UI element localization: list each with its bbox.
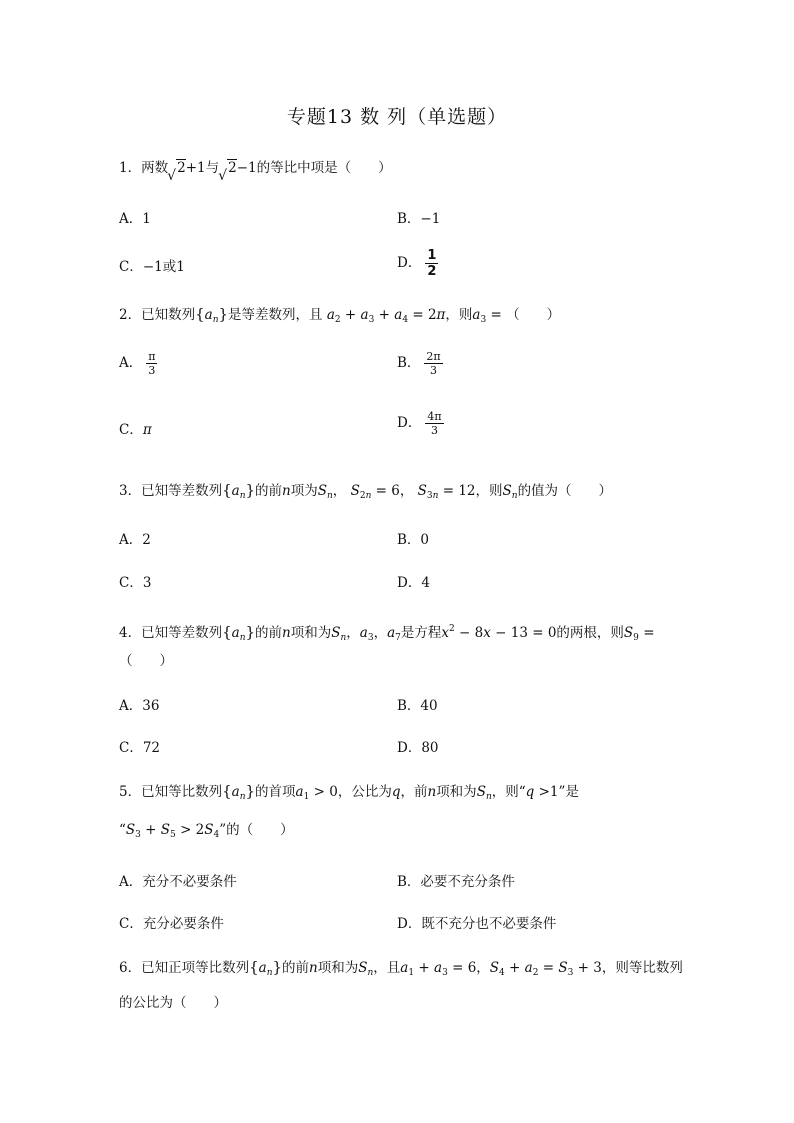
question-text: ，	[476, 960, 490, 976]
question-text: ，	[346, 625, 360, 641]
question-text: 与	[205, 160, 220, 176]
question-text: 是等差数列，且	[228, 307, 323, 323]
question-number: 5．	[119, 784, 142, 800]
question-text: 已知等差数列	[141, 483, 223, 499]
sqrt-expr: √ 2	[227, 159, 237, 176]
question-4: 4．已知等差数列$\{a_n\}$的前n项和为$S_n$，$a_3$，$a_7$是方程$x^2 - 8x - 13 = 0$的两根，则$S_9$ =	[119, 623, 655, 643]
numerator: 2π	[426, 350, 441, 363]
question-text: 已知等比数列	[141, 784, 223, 800]
question-text: 项和为	[317, 960, 359, 976]
denominator: 3	[148, 364, 156, 377]
option-b	[397, 350, 443, 377]
option-b: B．必要不充分条件	[397, 874, 515, 890]
question-4-line-2: （ ）	[119, 653, 173, 669]
option-c: C．充分必要条件	[119, 916, 224, 932]
numerator: 1	[427, 248, 437, 263]
question-text: 项和为	[436, 784, 477, 800]
option-d: D．4	[397, 575, 430, 591]
equation: = 6	[371, 483, 400, 499]
numerator: 4π	[427, 410, 442, 423]
question-text: 的两根，则	[556, 625, 624, 641]
question-number: 3．	[119, 483, 142, 499]
question-text: ，则“	[491, 784, 526, 800]
option-label: D．	[397, 415, 422, 431]
question-text: ，前	[400, 784, 428, 800]
question-number: 4．	[119, 625, 142, 641]
fraction	[424, 350, 442, 377]
question-text: ，	[399, 483, 414, 499]
question-text: 项为	[290, 483, 318, 499]
page-title: 专题13 数 列（单选题）	[286, 106, 508, 128]
option-label: A．	[119, 355, 143, 371]
question-number: 6．	[119, 960, 142, 976]
option-label: B．	[397, 355, 421, 371]
question-5-line-2: “$S_3 + S_5 > 2S_4$”的（ ）	[119, 822, 294, 840]
sqrt-expr: √ 2	[176, 159, 186, 176]
question-3: 3．已知等差数列$\{a_n\}$的前n项为$S_n$， $S_{2n} = 6$， $S_{3n} = 12$，则$S_n$的值为（ ）	[119, 481, 613, 501]
question-text: 是方程	[400, 625, 442, 641]
question-text: ”是	[558, 784, 579, 800]
option-a: A．36	[119, 698, 160, 714]
question-text: 已知正项等比数列	[141, 960, 250, 976]
question-text: 的值为（ ）	[517, 483, 613, 499]
question-text: 的首项	[255, 784, 296, 800]
option-b: B．−1	[397, 211, 441, 227]
option-c: C．72	[119, 740, 161, 756]
question-text: 的前	[282, 960, 310, 976]
question-6: 6．已知正项等比数列$\{a_n\}$的前n项和为$S_n$，且$a_1 + a_3 = 6$，$S_4 + a_2 = S_3 + 3$，则等比数列	[119, 958, 683, 978]
question-text: 项和为	[290, 625, 332, 641]
question-text: “	[119, 822, 126, 838]
question-text: 已知等差数列	[141, 625, 223, 641]
option-label: D．	[397, 255, 422, 271]
option-a: A．充分不必要条件	[119, 874, 237, 890]
question-text: ，且	[373, 960, 401, 976]
equation: = 12	[438, 483, 476, 499]
option-c: C．−1或1	[119, 259, 185, 275]
option-b: B．0	[397, 532, 430, 548]
option-a: A．2	[119, 532, 151, 548]
option-value: π	[142, 422, 152, 438]
denominator: 2	[427, 264, 437, 279]
denominator: 3	[430, 364, 438, 377]
question-text: 两数	[141, 160, 169, 176]
fraction	[146, 350, 157, 377]
question-text: ，	[373, 625, 388, 641]
question-2: 2．已知数列$\{a_n\}$是等差数列，且 $a_2 + a_3 + a_4 = 2\pi$，则$a_3$ = （ ）	[119, 305, 561, 325]
question-text: ，	[332, 483, 347, 499]
question-text: 的等比中项是（ ）	[256, 160, 392, 176]
option-b: B．40	[397, 698, 438, 714]
option-a: A．1	[119, 211, 151, 227]
option-d	[397, 410, 444, 437]
denominator: 3	[430, 424, 438, 437]
question-number: 1．	[119, 160, 142, 176]
question-number: 2．	[119, 307, 142, 323]
question-text: ，则等比数列	[601, 960, 683, 976]
option-a	[119, 350, 157, 377]
question-6-line-2: 的公比为（ ）	[119, 995, 227, 1011]
option-c: C．3	[119, 575, 152, 591]
question-5: 5．已知等比数列$\{a_n\}$的首项$a_1 > 0$，公比为q，前n项和为$S_n$，则“q >1”是	[119, 782, 579, 802]
option-d: D．既不充分也不必要条件	[397, 916, 557, 932]
question-text: 已知数列	[141, 307, 196, 323]
option-d: D．80	[397, 740, 439, 756]
question-text: ，则	[475, 483, 503, 499]
question-text: 的前	[255, 483, 283, 499]
question-text: 的前	[255, 625, 283, 641]
fraction	[425, 248, 438, 279]
option-c	[119, 418, 152, 438]
option-d	[397, 248, 438, 279]
fraction	[425, 410, 443, 437]
question-text: ，公比为	[337, 784, 392, 800]
question-text: ，则	[445, 307, 473, 323]
question-text: （ ）	[506, 307, 561, 323]
question-text: ”的（ ）	[219, 822, 294, 838]
option-label: C．	[119, 422, 143, 438]
numerator: π	[148, 350, 156, 363]
question-1: 1．两数√ 2+1与√ 2−1的等比中项是（ ）	[119, 149, 679, 187]
